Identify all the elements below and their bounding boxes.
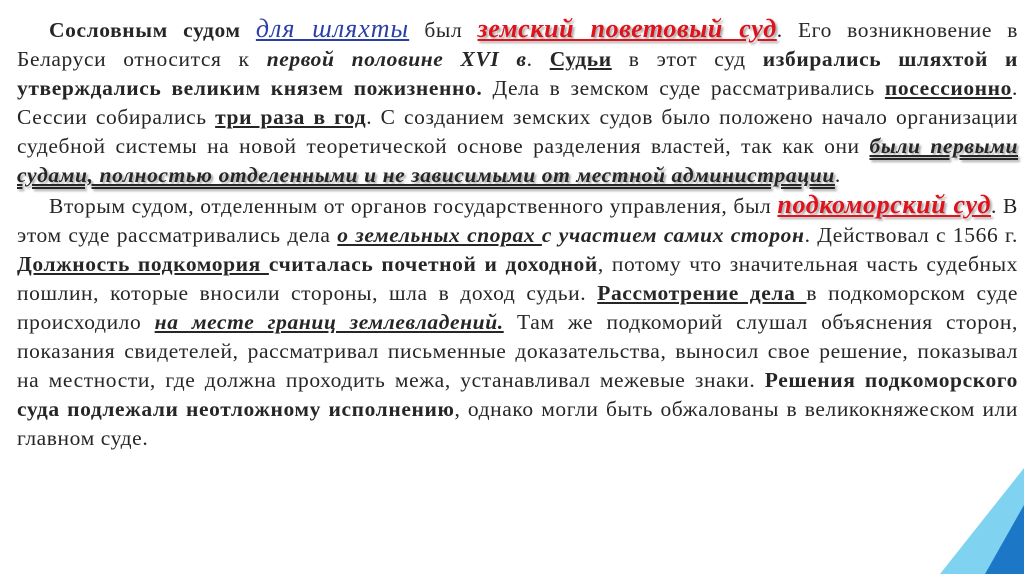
text-span: в этот суд [611,47,763,71]
text-span: . С созданием земских судов было положено начало организации судебной системы на новой теоретической основе разделения властей, так как они [17,105,1018,158]
slide-body [17,14,1018,453]
highlight-elected: избирались шляхтой и утверждались великим князем пожизненно. [17,47,1019,100]
highlight-first-half-16c: первой половине XVI в [266,47,527,71]
text-span: . В этом суде рассматривались дела [17,194,1018,247]
text-span: Вторым судом, отделенным от органов государственного управления, был [49,194,778,218]
highlight-parties: с участием самих сторон [541,223,805,247]
text-span: . Его возникновение в Беларуси относится к [17,18,1018,71]
highlight-honorable: считалась почетной и доходной [268,252,598,276]
highlight-judges: Судьи [549,47,612,71]
highlight-zemsky-court: земский поветовый суд [477,14,777,43]
text-span: . [526,47,550,71]
text-span: Там же подкоморий слушал объяснения сторон, показания свидетелей, рассматривал письменные доказательства, выносил свое решение, показывал на местности, где должна проходить межа, устанавливал межевые знаки. [17,310,1018,392]
text-span: Дела в земском суде рассматривались [482,76,885,100]
highlight-on-site: на месте границ землевладений. [154,310,504,334]
highlight-case-review: Рассмотрение дела [597,281,807,305]
text-span: в подкоморском суде происходило [17,281,1018,334]
highlight-decisions: Решения подкоморского суда подлежали неотложному исполнению [17,368,1018,421]
text-span: . Действовал с 1566 г. [804,223,1018,247]
highlight-podkomorsky-court: подкоморский суд [777,190,992,219]
highlight-three-times: три раза в год [215,105,367,129]
text-span: , однако могли быть обжалованы в великокняжеском или главном суде. [17,397,1018,450]
text-span: Сословным судом [49,18,256,42]
paragraph-zemsky-court [17,14,1018,190]
text-span: . Сессии собирались [17,76,1018,129]
highlight-podkomory-office: Должность подкомория [17,252,269,276]
paragraph-podkomorsky-court [17,190,1018,453]
highlight-for-szlachta: для шляхты [255,14,410,43]
text-span: , потому что значительная часть судебных пошлин, которые вносили стороны, шла в доход судьи. [17,252,1018,305]
deco-dark-triangle [985,505,1024,574]
text-span: . [834,163,841,187]
highlight-land-disputes: о земельных спорах [337,223,542,247]
deco-light-triangle [940,468,1024,574]
highlight-independent-courts: были первыми судами, полностью отделенными и не зависимыми от местной администрации [17,134,1019,187]
highlight-possessionally: посессионно [884,76,1013,100]
text-span: был [409,18,478,42]
